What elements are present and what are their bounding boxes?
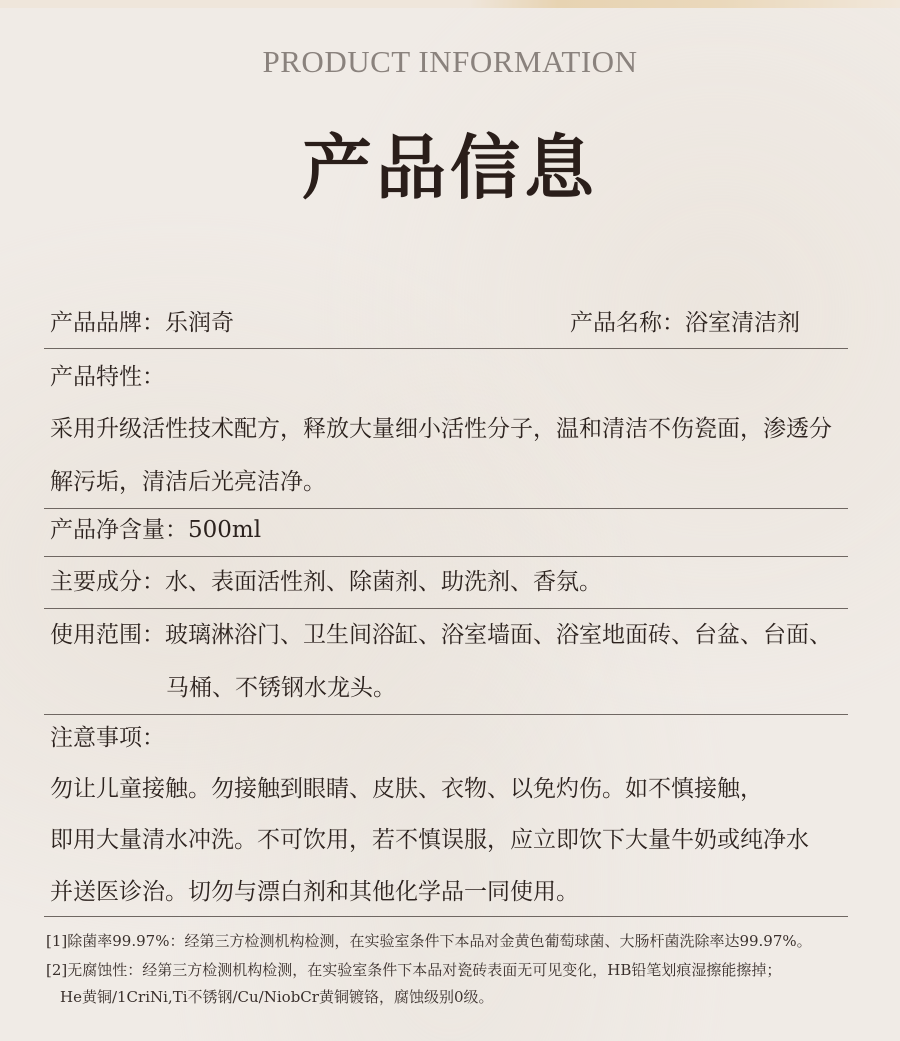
divider (44, 916, 848, 917)
chinese-title: 产品信息 (302, 126, 598, 209)
footnote-2: [2]无腐蚀性：经第三方检测机构检测，在实验室条件下本品对瓷砖表面无可见变化，HB铅笔划痕湿擦能擦掉； (46, 961, 782, 979)
usage-label: 使用范围： (50, 622, 165, 648)
brand-label: 产品品牌： (50, 310, 165, 336)
english-title: PRODUCT INFORMATION (262, 44, 638, 79)
ingredients-label: 主要成分： (50, 569, 165, 595)
usage-line-2: 马桶、不锈钢水龙头。 (166, 675, 396, 701)
features-line-1: 采用升级活性技术配方，释放大量细小活性分子，温和清洁不伤瓷面，渗透分 (50, 416, 832, 442)
product-name-field (570, 296, 800, 350)
cautions-line-3: 并送医诊治。切勿与漂白剂和其他化学品一同使用。 (50, 879, 579, 905)
footnote-2-continued: He黄铜/1CriNi,Ti不锈钢/Cu/NiobCr黄铜镀铬，腐蚀级别0级。 (60, 988, 494, 1006)
brand-name-row (50, 296, 850, 350)
usage-line-1: 玻璃淋浴门、卫生间浴缸、浴室墙面、浴室地面砖、台盆、台面、 (165, 622, 832, 648)
net-content-row (50, 503, 850, 557)
divider (44, 348, 848, 349)
brand-value: 乐润奇 (165, 310, 234, 336)
usage-row (50, 608, 850, 662)
footnote-1: [1]除菌率99.97%：经第三方检测机构检测，在实验室条件下本品对金黄色葡萄球菌、大肠杆菌洗除率达99.97%。 (46, 932, 812, 950)
features-line-2: 解污垢，清洁后光亮洁净。 (50, 469, 326, 495)
ingredients-value: 水、表面活性剂、除菌剂、助洗剂、香氛。 (165, 569, 602, 595)
net-content-label: 产品净含量： (50, 517, 188, 543)
features-label: 产品特性： (50, 364, 165, 390)
cautions-label: 注意事项： (50, 725, 165, 751)
cautions-line-2: 即用大量清水冲洗。不可饮用，若不慎误服，应立即饮下大量牛奶或纯净水 (50, 827, 809, 853)
net-content-value: 500ml (188, 517, 262, 543)
top-decorative-strip (0, 0, 900, 8)
ingredients-row (50, 555, 850, 609)
product-name-value: 浴室清洁剂 (685, 310, 800, 336)
product-name-label: 产品名称： (570, 310, 685, 336)
cautions-line-1: 勿让儿童接触。勿接触到眼睛、皮肤、衣物、以免灼伤。如不慎接触， (50, 776, 763, 802)
